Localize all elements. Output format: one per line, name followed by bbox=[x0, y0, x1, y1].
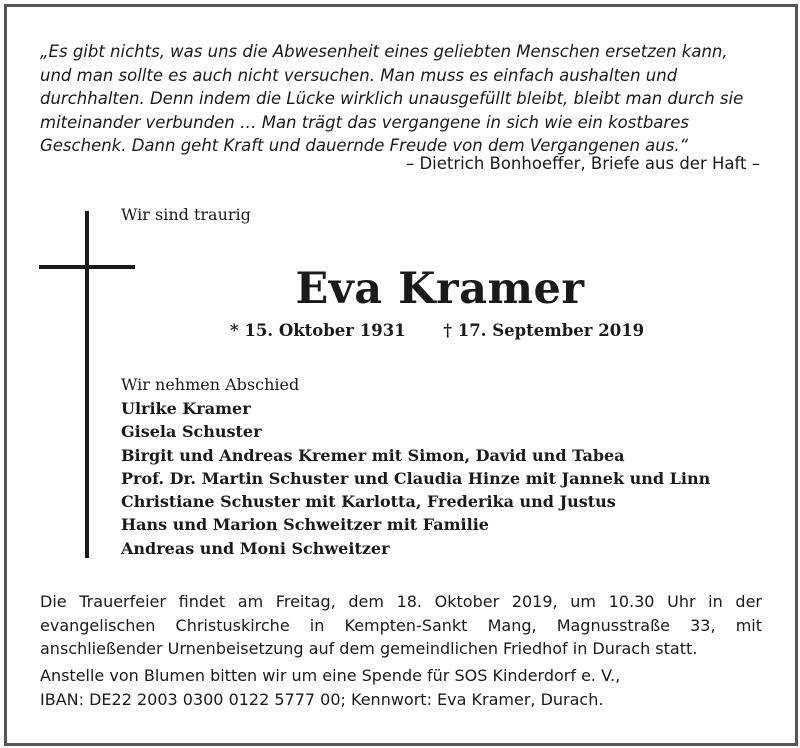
intro-text: Wir sind traurig bbox=[121, 205, 251, 224]
bonhoeffer-quote: „Es gibt nichts, was uns die Abwesenheit eines geliebten Menschen ersetzen kann, und man sollte es auch nicht versuchen. Man muss es einfach aushalten und durchhalten. Denn indem die Lücke wirklich unausgefüllt bleibt, bleibt man durch sie miteinander verbunden … Man trägt das vergangene in sich wie ein kostbares Geschenk. Dann geht Kraft und dauernde Freude von dem Vergangenen aus.“ bbox=[40, 42, 744, 155]
funeral-details: Die Trauerfeier findet am Freitag, dem 18. Oktober 2019, um 10.30 Uhr in der evangelischen Christuskirche in Kempten-Sankt Mang, Magnusstraße 33, mit anschließender Urnenbeisetzung auf dem gemeindlichen Friedhof in Durach statt. bbox=[40, 592, 762, 658]
donation-line: Anstelle von Blumen bitten wir um eine Spende für SOS Kinderdorf e. V., bbox=[40, 666, 621, 685]
mourner-entry: Birgit und Andreas Kremer mit Simon, David und Tabea bbox=[121, 445, 625, 465]
death-date: † 17. September 2019 bbox=[443, 321, 645, 340]
deceased-name: Eva Kramer bbox=[295, 264, 585, 314]
donation-iban: IBAN: DE22 2003 0300 0122 5777 00; Kennwort: Eva Kramer, Durach. bbox=[40, 689, 604, 709]
mourner-entry: Christiane Schuster mit Karlotta, Frederika und Justus bbox=[121, 492, 616, 512]
farewell-text: Wir nehmen Abschied bbox=[121, 375, 300, 394]
mourner-entry: Andreas und Moni Schweitzer bbox=[121, 538, 390, 558]
donation-request bbox=[40, 664, 762, 711]
birth-date: * 15. Oktober 1931 bbox=[230, 321, 406, 340]
mourner-entry: Prof. Dr. Martin Schuster und Claudia Hinze mit Jannek und Linn bbox=[121, 468, 711, 488]
quote-attribution: – Dietrich Bonhoeffer, Briefe aus der Haft – bbox=[405, 154, 760, 173]
mourners-list bbox=[121, 397, 710, 560]
mourner-entry: Ulrike Kramer bbox=[121, 399, 251, 418]
mourner-entry: Gisela Schuster bbox=[121, 422, 262, 442]
life-dates bbox=[230, 321, 644, 340]
mourner-entry: Hans und Marion Schweitzer mit Familie bbox=[121, 515, 489, 535]
